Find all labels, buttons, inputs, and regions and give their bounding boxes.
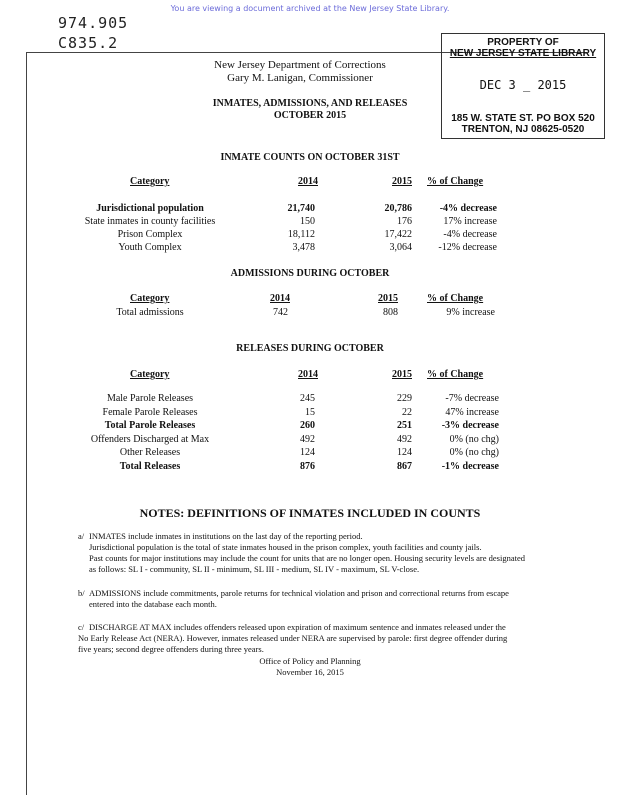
inmate-counts-2014-cell: 18,112 (287, 229, 315, 240)
inmate-counts-change-cell: -4% decrease (443, 229, 497, 240)
inmate-counts-category-cell: Prison Complex (117, 229, 183, 240)
inmate-counts-change-cell: -12% decrease (438, 242, 497, 253)
admissions-header-change: % of Change (427, 293, 484, 304)
releases-header-change: % of Change (427, 369, 484, 380)
note-c (78, 622, 579, 655)
releases-change-cell: -1% decrease (441, 460, 499, 472)
admissions-2014-cell: 742 (273, 307, 288, 318)
note-c-line: DISCHARGE AT MAX includes offenders released upon expiration of maximum sentence and inmates released under the (89, 622, 506, 632)
releases-category-cell: Other Releases (119, 447, 181, 458)
inmate-counts-2015-cell: 3,064 (389, 242, 412, 253)
stamp-line-3: 185 W. STATE ST. PO BOX 520 (451, 113, 595, 124)
note-a-line: Past counts for major institutions may include the count for units that are no longer open. Housing security levels are designated (89, 553, 525, 563)
inmate-counts-header-2015: 2015 (392, 176, 412, 187)
releases-2015-cell: 867 (397, 460, 412, 472)
inmate-counts-header-change: % of Change (427, 176, 484, 187)
releases-2014-cell: 876 (300, 460, 315, 472)
note-b-line: ADMISSIONS include commitments, parole returns for technical violation and prison and correctional returns from escape (89, 588, 509, 598)
admissions-change-cell: 9% increase (446, 307, 495, 318)
releases-2015-cell: 22 (402, 406, 412, 418)
releases-category-cell: Offenders Discharged at Max (90, 433, 210, 445)
releases-change-cell: 0% (no chg) (449, 447, 499, 458)
inmate-counts-2014-cell: 150 (300, 216, 315, 227)
stamp-date: DEC 3 _ 2015 (479, 78, 567, 92)
admissions-header-2014: 2014 (270, 293, 290, 304)
note-a-line: INMATES include inmates in institutions on the last day of the reporting period. (89, 531, 363, 541)
stamp-line-2: NEW JERSEY STATE LIBRARY (449, 48, 597, 59)
note-b-line: entered into the database each month. (89, 599, 217, 609)
releases-2014-cell: 15 (305, 406, 315, 418)
admissions-header-category: Category (130, 293, 170, 304)
inmate-counts-2015-cell: 20,786 (384, 203, 412, 214)
releases-change-cell: -3% decrease (441, 420, 499, 431)
releases-2015-cell: 251 (397, 420, 412, 431)
note-c-line: No Early Release Act (NERA). However, inmates released under NERA are supervised by parole: first degree offender during (78, 633, 508, 643)
releases-title: RELEASES DURING OCTOBER (236, 343, 384, 354)
note-a (89, 531, 579, 575)
note-b-label: b/ (78, 588, 85, 598)
inmate-counts-header-2014: 2014 (298, 176, 318, 187)
inmate-counts-header-category: Category (130, 176, 170, 187)
releases-category-cell: Female Parole Releases (102, 406, 198, 418)
admissions-category-cell: Total admissions (116, 307, 184, 318)
report-date: November 16, 2015 (276, 667, 344, 677)
handwritten-cutter-number: C835.2 (58, 34, 119, 52)
note-c-label: c/ (78, 622, 85, 632)
note-a-line: as follows: SL I - community, SL II - minimum, SL III - medium, SL IV - maximum, SL V-close. (89, 564, 420, 574)
notes-title: NOTES: DEFINITIONS OF INMATES INCLUDED IN COUNTS (139, 506, 481, 520)
library-stamp (441, 33, 605, 139)
releases-category-cell: Total Parole Releases (104, 420, 196, 431)
inmate-counts-2015-cell: 176 (397, 216, 412, 227)
releases-2015-cell: 492 (397, 433, 412, 445)
office-name: Office of Policy and Planning (259, 656, 361, 666)
admissions-title: ADMISSIONS DURING OCTOBER (230, 268, 390, 279)
admissions-header-2015: 2015 (378, 293, 398, 304)
releases-2014-cell: 124 (300, 447, 315, 458)
report-month: OCTOBER 2015 (273, 110, 347, 121)
releases-header-2015: 2015 (392, 369, 412, 380)
inmate-counts-title: INMATE COUNTS ON OCTOBER 31ST (220, 152, 400, 163)
releases-category-cell: Male Parole Releases (106, 393, 194, 404)
releases-2015-cell: 124 (397, 447, 412, 458)
archive-banner: You are viewing a document archived at the New Jersey State Library. (170, 4, 450, 13)
inmate-counts-change-cell: 17% increase (443, 216, 497, 227)
releases-header-category: Category (130, 369, 170, 380)
releases-2014-cell: 260 (300, 420, 315, 431)
releases-change-cell: 0% (no chg) (449, 433, 499, 445)
inmate-counts-2014-cell: 3,478 (292, 242, 315, 253)
releases-change-cell: -7% decrease (445, 393, 499, 404)
inmate-counts-2014-cell: 21,740 (287, 203, 315, 214)
note-a-label: a/ (78, 531, 85, 541)
inmate-counts-2015-cell: 17,422 (384, 229, 412, 240)
releases-2014-cell: 492 (300, 433, 315, 445)
releases-change-cell: 47% increase (445, 406, 499, 418)
inmate-counts-change-cell: -4% decrease (439, 203, 497, 214)
admissions-2015-cell: 808 (383, 307, 398, 318)
note-b (89, 588, 579, 610)
inmate-counts-category-cell: Youth Complex (118, 242, 182, 253)
note-a-line: Jurisdictional population is the total of state inmates housed in the prison complex, youth facilities and county jails. (89, 542, 482, 552)
note-c-line: five years; second degree offenders during three years. (78, 644, 264, 654)
handwritten-call-number: 974.905 (58, 14, 129, 32)
inmate-counts-category-cell: Jurisdictional population (96, 203, 204, 214)
releases-header-2014: 2014 (298, 369, 318, 380)
releases-category-cell: Total Releases (119, 460, 181, 472)
commissioner-name: Gary M. Lanigan, Commissioner (227, 72, 373, 84)
stamp-line-1: PROPERTY OF (487, 37, 559, 48)
stamp-line-4: TRENTON, NJ 08625-0520 (461, 124, 585, 135)
releases-2015-cell: 229 (397, 393, 412, 404)
inmate-counts-category-cell: State inmates in county facilities (84, 216, 216, 227)
releases-2014-cell: 245 (300, 393, 315, 404)
department-name: New Jersey Department of Corrections (214, 59, 386, 71)
report-title: INMATES, ADMISSIONS, AND RELEASES (212, 98, 408, 109)
